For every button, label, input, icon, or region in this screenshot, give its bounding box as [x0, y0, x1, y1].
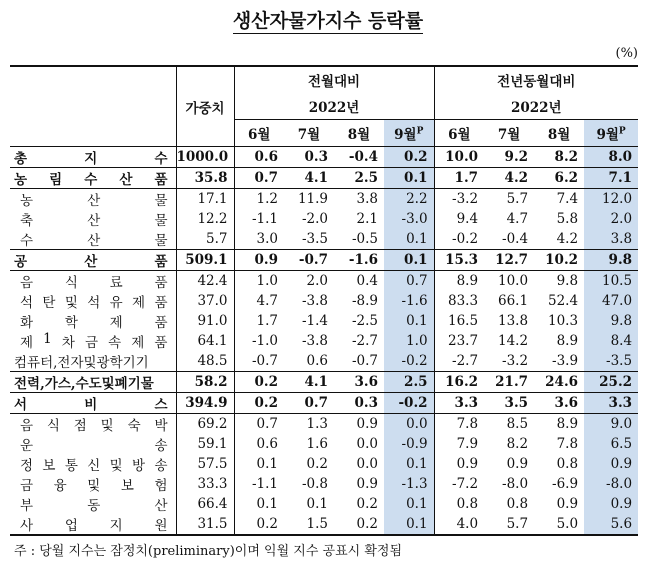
- yoy-value: 0.8: [556, 456, 579, 472]
- yoy-value: 10.0: [434, 147, 484, 168]
- row-weight: 91.0: [176, 311, 234, 331]
- row-weight: 31.5: [176, 514, 234, 535]
- row-label: 음 식 료 품: [10, 271, 176, 292]
- mom-value: 3.8: [356, 191, 378, 207]
- mom-value: 2.2: [384, 189, 434, 210]
- unit-label: (%): [615, 46, 638, 61]
- header-yoy-year: 2022년: [434, 93, 638, 120]
- yoy-value: 7.8: [456, 416, 479, 432]
- table-row: [10, 372, 638, 393]
- mom-value: 0.3: [334, 393, 384, 414]
- yoy-value: -8.0: [584, 474, 638, 494]
- mom-value: 0.6: [306, 353, 328, 369]
- mom-value: 2.5: [334, 168, 384, 189]
- yoy-value: 0.9: [506, 456, 529, 472]
- row-weight: 57.5: [176, 454, 234, 474]
- yoy-value: 16.5: [447, 313, 479, 329]
- row-label: 석 탄 및 석 유 제 품: [10, 291, 176, 311]
- mom-value: 0.2: [356, 496, 378, 512]
- mom-value: 3.6: [334, 372, 384, 393]
- row-weight: 5.7: [176, 229, 234, 250]
- yoy-value: -3.9: [552, 353, 579, 369]
- mom-value: -0.7: [351, 353, 378, 369]
- mom-value: 1.2: [256, 191, 278, 207]
- mom-value: -0.2: [384, 393, 434, 414]
- mom-value: 0.1: [384, 250, 434, 271]
- row-weight: 48.5: [176, 351, 234, 372]
- yoy-value: -3.5: [584, 351, 638, 372]
- mom-value: 0.1: [306, 496, 328, 512]
- ppi-table: [10, 65, 638, 536]
- mom-value: 0.2: [384, 147, 434, 168]
- row-label: 농 산 물: [10, 189, 176, 210]
- mom-value: 1.3: [306, 416, 328, 432]
- mom-value: 0.1: [384, 229, 434, 250]
- yoy-value: 3.8: [584, 229, 638, 250]
- mom-value: 0.4: [356, 273, 378, 289]
- table-row: [10, 147, 638, 168]
- yoy-value: 8.9: [456, 273, 479, 289]
- yoy-value: 24.6: [534, 372, 584, 393]
- yoy-value: 66.1: [497, 293, 529, 309]
- table-body: [10, 147, 638, 536]
- row-weight: 394.9: [176, 393, 234, 414]
- yoy-value: 10.3: [547, 313, 579, 329]
- header-mom-sep: 9월$^P$: [384, 120, 434, 147]
- table-row: [10, 393, 638, 414]
- table-row: [10, 454, 638, 474]
- yoy-value: -3.2: [502, 353, 529, 369]
- row-weight: 12.2: [176, 209, 234, 229]
- yoy-value: 15.3: [434, 250, 484, 271]
- yoy-value: 2.0: [584, 209, 638, 229]
- row-weight: 66.4: [176, 494, 234, 514]
- yoy-value: 8.5: [506, 416, 529, 432]
- yoy-value: 4.7: [506, 211, 529, 227]
- mom-value: -1.3: [384, 474, 434, 494]
- yoy-value: 21.7: [484, 372, 534, 393]
- table-row: [10, 168, 638, 189]
- mom-value: 0.1: [384, 311, 434, 331]
- row-weight: 64.1: [176, 331, 234, 351]
- yoy-value: 3.3: [584, 393, 638, 414]
- yoy-value: 14.2: [497, 333, 529, 349]
- yoy-value: 0.9: [556, 496, 579, 512]
- yoy-value: 52.4: [547, 293, 579, 309]
- table-row: [10, 351, 638, 372]
- yoy-value: 9.4: [456, 211, 479, 227]
- header-yoy: 전년동월대비: [434, 66, 638, 93]
- mom-value: -0.9: [384, 434, 434, 454]
- header-yoy-jul: 7월: [497, 127, 521, 143]
- yoy-value: 0.9: [584, 494, 638, 514]
- row-weight: 59.1: [176, 434, 234, 454]
- yoy-value: -0.2: [452, 231, 479, 247]
- mom-value: 0.9: [234, 250, 284, 271]
- yoy-value: 10.0: [497, 273, 529, 289]
- row-weight: 69.2: [176, 414, 234, 435]
- mom-value: -0.2: [384, 351, 434, 372]
- mom-value: 1.6: [306, 436, 328, 452]
- header-mom-year: 2022년: [234, 93, 434, 120]
- mom-value: -2.5: [351, 313, 378, 329]
- yoy-value: 4.2: [556, 231, 579, 247]
- row-weight: 509.1: [176, 250, 234, 271]
- table-row: [10, 311, 638, 331]
- yoy-value: 47.0: [584, 291, 638, 311]
- yoy-value: 8.2: [534, 147, 584, 168]
- row-weight: 35.8: [176, 168, 234, 189]
- row-weight: 1000.0: [176, 147, 234, 168]
- mom-value: 4.1: [284, 372, 334, 393]
- mom-value: 2.5: [384, 372, 434, 393]
- yoy-value: 9.8: [584, 250, 638, 271]
- mom-value: 0.0: [356, 436, 378, 452]
- mom-value: 0.1: [256, 456, 278, 472]
- yoy-value: 5.7: [506, 191, 529, 207]
- mom-value: 0.9: [356, 476, 378, 492]
- mom-value: -0.5: [351, 231, 378, 247]
- table-row: [10, 250, 638, 271]
- row-weight: 33.3: [176, 474, 234, 494]
- yoy-value: 5.6: [584, 514, 638, 535]
- table-row: [10, 189, 638, 210]
- yoy-value: 5.8: [556, 211, 579, 227]
- row-weight: 17.1: [176, 189, 234, 210]
- mom-value: 0.6: [234, 147, 284, 168]
- header-blank: [10, 66, 176, 147]
- header-yoy-jun: 6월: [448, 127, 471, 143]
- table-row: [10, 514, 638, 535]
- header-weight: 가중치: [176, 66, 234, 147]
- header-yoy-sep: 9월$^P$: [584, 120, 638, 147]
- table-row: [10, 229, 638, 250]
- mom-value: 4.1: [284, 168, 334, 189]
- row-label: 사 업 지 원: [10, 514, 176, 535]
- mom-value: 4.7: [256, 293, 278, 309]
- mom-value: -1.1: [251, 211, 278, 227]
- mom-value: 3.0: [256, 231, 278, 247]
- mom-value: -0.8: [301, 476, 328, 492]
- row-label: 컴퓨터,전자및광학기기: [10, 351, 176, 372]
- yoy-value: 10.5: [584, 271, 638, 292]
- mom-value: -2.7: [351, 333, 378, 349]
- header-mom-jun: 6월: [248, 127, 271, 143]
- mom-value: -3.5: [301, 231, 328, 247]
- table-row: [10, 291, 638, 311]
- yoy-value: 4.2: [484, 168, 534, 189]
- yoy-value: 0.9: [456, 456, 479, 472]
- yoy-value: 8.9: [556, 333, 579, 349]
- yoy-value: 7.1: [584, 168, 638, 189]
- yoy-value: 5.7: [484, 514, 534, 535]
- yoy-value: 25.2: [584, 372, 638, 393]
- mom-value: 0.7: [234, 168, 284, 189]
- yoy-value: 7.8: [556, 436, 579, 452]
- mom-value: -2.0: [301, 211, 328, 227]
- yoy-value: 3.6: [534, 393, 584, 414]
- table-row: [10, 494, 638, 514]
- row-label: 부 동 산: [10, 494, 176, 514]
- table-row: [10, 271, 638, 292]
- yoy-value: 9.8: [584, 311, 638, 331]
- mom-value: 1.0: [256, 273, 278, 289]
- row-label: 수 산 물: [10, 229, 176, 250]
- yoy-value: -8.0: [502, 476, 529, 492]
- yoy-value: 13.8: [497, 313, 529, 329]
- mom-value: -1.0: [251, 333, 278, 349]
- mom-value: 0.1: [384, 494, 434, 514]
- mom-value: -3.8: [301, 333, 328, 349]
- mom-value: 0.7: [284, 393, 334, 414]
- row-weight: 42.4: [176, 271, 234, 292]
- yoy-value: 6.2: [534, 168, 584, 189]
- yoy-value: 8.2: [506, 436, 529, 452]
- table-row: [10, 434, 638, 454]
- mom-value: 0.1: [384, 454, 434, 474]
- yoy-value: 12.7: [484, 250, 534, 271]
- mom-value: -1.6: [384, 291, 434, 311]
- row-label: 공 산 품: [10, 250, 176, 271]
- yoy-value: 9.2: [484, 147, 534, 168]
- table-row: [10, 209, 638, 229]
- yoy-value: 16.2: [434, 372, 484, 393]
- mom-value: 1.0: [384, 331, 434, 351]
- row-weight: 37.0: [176, 291, 234, 311]
- row-label: 총 지 수: [10, 147, 176, 168]
- yoy-value: 23.7: [447, 333, 479, 349]
- yoy-value: 1.7: [434, 168, 484, 189]
- yoy-value: 7.4: [556, 191, 579, 207]
- yoy-value: 10.2: [534, 250, 584, 271]
- mom-value: 0.2: [234, 372, 284, 393]
- mom-value: 0.2: [334, 514, 384, 535]
- mom-value: 0.2: [234, 514, 284, 535]
- yoy-value: 83.3: [447, 293, 479, 309]
- yoy-value: 8.0: [584, 147, 638, 168]
- row-label: 제 1 차 금 속 제 품: [10, 331, 176, 351]
- table-row: [10, 474, 638, 494]
- yoy-value: 6.5: [584, 434, 638, 454]
- yoy-value: 3.3: [434, 393, 484, 414]
- table-row: [10, 331, 638, 351]
- mom-value: 0.0: [384, 414, 434, 435]
- yoy-value: 5.0: [534, 514, 584, 535]
- table-row: [10, 414, 638, 435]
- yoy-value: -3.2: [452, 191, 479, 207]
- yoy-value: 4.0: [434, 514, 484, 535]
- mom-value: -1.4: [301, 313, 328, 329]
- yoy-value: 7.9: [456, 436, 479, 452]
- yoy-value: 12.0: [584, 189, 638, 210]
- mom-value: 0.7: [384, 271, 434, 292]
- yoy-value: 8.9: [556, 416, 579, 432]
- header-yoy-aug: 8월: [547, 127, 571, 143]
- mom-value: 0.2: [306, 456, 328, 472]
- mom-value: -3.0: [384, 209, 434, 229]
- mom-value: -0.7: [284, 250, 334, 271]
- row-label: 농 림 수 산 품: [10, 168, 176, 189]
- header-mom-aug: 8월: [347, 127, 371, 143]
- row-label: 금 융 및 보 험: [10, 474, 176, 494]
- row-label: 정 보 통 신 및 방 송: [10, 454, 176, 474]
- row-label: 서 비 스: [10, 393, 176, 414]
- mom-value: 0.0: [356, 456, 378, 472]
- footnote: 주 : 당월 지수는 잠정치(preliminary)이며 익월 지수 공표시 확정됨: [14, 544, 403, 559]
- mom-value: 2.0: [306, 273, 328, 289]
- mom-value: 0.2: [234, 393, 284, 414]
- mom-value: 0.6: [256, 436, 278, 452]
- yoy-value: -7.2: [452, 476, 479, 492]
- page-title: 생산자물가지수 등락률: [232, 10, 424, 32]
- yoy-value: 0.8: [506, 496, 529, 512]
- mom-value: 0.9: [356, 416, 378, 432]
- mom-value: 1.7: [256, 313, 278, 329]
- yoy-value: 9.0: [584, 414, 638, 435]
- row-label: 운 송: [10, 434, 176, 454]
- yoy-value: -6.9: [552, 476, 579, 492]
- mom-value: -1.1: [251, 476, 278, 492]
- mom-value: -1.6: [334, 250, 384, 271]
- mom-value: -3.8: [301, 293, 328, 309]
- mom-value: -0.7: [251, 353, 278, 369]
- mom-value: 1.5: [284, 514, 334, 535]
- mom-value: -0.4: [334, 147, 384, 168]
- mom-value: 0.3: [284, 147, 334, 168]
- yoy-value: 3.5: [484, 393, 534, 414]
- yoy-value: 9.8: [556, 273, 579, 289]
- mom-value: 0.1: [384, 168, 434, 189]
- row-label: 음 식 점 및 숙 박: [10, 414, 176, 435]
- row-label: 화 학 제 품: [10, 311, 176, 331]
- mom-value: 2.1: [356, 211, 378, 227]
- yoy-value: 8.4: [584, 331, 638, 351]
- yoy-value: 0.8: [456, 496, 479, 512]
- mom-value: -8.9: [351, 293, 378, 309]
- yoy-value: -0.4: [502, 231, 529, 247]
- yoy-value: 0.9: [584, 454, 638, 474]
- header-mom-jul: 7월: [297, 127, 321, 143]
- mom-value: 0.7: [256, 416, 278, 432]
- mom-value: 0.1: [384, 514, 434, 535]
- mom-value: 11.9: [297, 191, 328, 207]
- header-mom: 전월대비: [234, 66, 434, 93]
- mom-value: 0.1: [256, 496, 278, 512]
- row-label: 축 산 물: [10, 209, 176, 229]
- yoy-value: -2.7: [452, 353, 479, 369]
- row-weight: 58.2: [176, 372, 234, 393]
- row-label: 전력,가스,수도및폐기물: [10, 372, 176, 393]
